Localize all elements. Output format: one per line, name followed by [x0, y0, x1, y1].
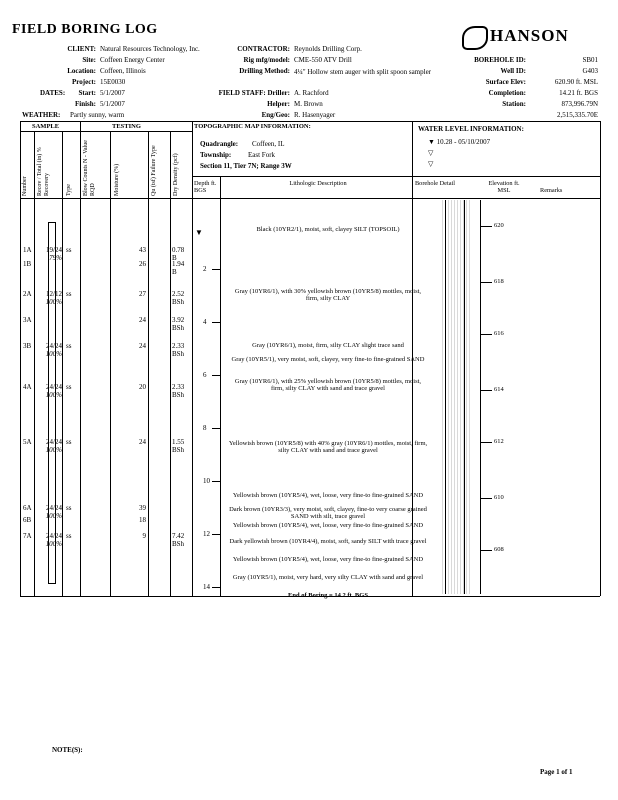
sample-percent: 100%: [45, 350, 62, 358]
depth-tick-mark: [212, 534, 220, 535]
lithology-description: Black (10YR2/1), moist, soft, clayey SILT (TOPSOIL): [256, 226, 400, 233]
qu-column-header: Qu (tsf) Failure Type: [151, 145, 157, 196]
location-label: Location:: [67, 67, 96, 75]
sample-failure-type: BSh: [172, 324, 185, 332]
rig-value: CME-550 ATV Drill: [294, 56, 352, 64]
hanson-logo-icon: [462, 26, 488, 50]
lithology-description: Yellowish brown (10YR5/4), wet, loose, very fine-to fine-grained SAND: [232, 522, 424, 529]
depth-tick-mark: [212, 375, 220, 376]
weather-value: Partly sunny, warm: [70, 111, 125, 119]
water-level-icon: ▼: [195, 228, 203, 237]
col-sep: [80, 121, 81, 596]
elevation-tick-mark: [480, 334, 492, 335]
quad-value: Coffeen, IL: [252, 140, 285, 148]
sample-number: 1B: [23, 260, 32, 268]
blows-column-header: Blow Counts N - Value RQD: [83, 140, 96, 196]
field-staff-label: FIELD STAFF: Driller:: [218, 89, 290, 97]
sample-blows: 27: [139, 290, 146, 298]
sample-percent: 100%: [45, 298, 62, 306]
elevation-tick-mark: [480, 282, 492, 283]
sample-failure-type: BSh: [172, 391, 185, 399]
elevation-tick-label: 616: [494, 330, 504, 337]
sample-percent: 100%: [45, 446, 62, 454]
sample-blows: 39: [139, 504, 146, 512]
lithology-description: Dark brown (10YR3/3), very moist, soft, clayey, fine-to very coarse grained SAND with silt, trace gravel: [229, 506, 427, 520]
topo-title: TOPOGRAPHIC MAP INFORMATION:: [194, 123, 311, 130]
sample-number: 7A: [23, 532, 32, 540]
completion-label: Completion:: [488, 89, 526, 97]
density-column-header: Dry Density (pcf): [173, 153, 179, 196]
start-value: 5/1/2007: [100, 89, 125, 97]
depth-tick-mark: [212, 322, 220, 323]
sample-failure-type: BSh: [172, 446, 185, 454]
sample-recovery: 19/24: [46, 246, 62, 254]
group-header-border: [20, 131, 192, 132]
table-left-border: [20, 121, 21, 596]
sample-blows: 20: [139, 383, 146, 391]
remarks-column-header: Remarks: [540, 187, 563, 194]
sample-percent: 79%: [49, 254, 62, 262]
depth-tick-label: 8: [203, 424, 207, 432]
depth-tick-label: 12: [203, 530, 210, 538]
station-value-2: 2,515,335.70E: [556, 111, 598, 119]
sample-type: ss: [66, 383, 72, 391]
lithology-description: Yellowish brown (10YR5/8) with 40% gray (10YR6/1) mottles, moist, firm, silty CLAY with sand and trace gravel: [228, 440, 428, 454]
elevation-tick-label: 618: [494, 278, 504, 285]
depth-tick-label: 14: [203, 583, 210, 591]
drilling-value: 4¼" Hollow stem auger with split spoon sampler: [294, 68, 432, 76]
well-label: Well ID:: [500, 67, 526, 75]
sample-type: ss: [66, 246, 72, 254]
station-value: 873,996.79N: [561, 100, 598, 108]
table-right-border: [600, 121, 601, 596]
end-of-boring: End of Boring = 14.2 ft. BGS: [288, 592, 368, 599]
sample-blows: 43: [139, 246, 146, 254]
site-label: Site:: [82, 56, 96, 64]
sample-failure-type: BSh: [172, 350, 185, 358]
sample-number: 3B: [23, 342, 32, 350]
water-line-1: ▼ 10.28 - 05/10/2007: [428, 138, 491, 146]
client-value: Natural Resources Technology, Inc.: [100, 45, 200, 53]
depth-tick-label: 10: [203, 477, 210, 485]
helper-label: Helper:: [267, 100, 290, 108]
elevation-tick-mark: [480, 498, 492, 499]
lithology-description: Gray (10YR5/1), moist, very hard, very silty CLAY with sand and gravel: [232, 574, 424, 581]
elevation-column-header: Elevation ft. MSL: [488, 180, 520, 194]
water-title: WATER LEVEL INFORMATION:: [418, 125, 524, 133]
elevation-tick-mark: [480, 550, 492, 551]
sample-qu: 2.33: [172, 342, 185, 350]
sample-number: 5A: [23, 438, 32, 446]
elevation-tick-mark: [480, 226, 492, 227]
sample-type: ss: [66, 504, 72, 512]
sample-type: ss: [66, 290, 72, 298]
project-value: 15E0030: [100, 78, 126, 86]
sample-number: 6A: [23, 504, 32, 512]
sample-blows: 24: [139, 342, 146, 350]
finish-label: Finish:: [74, 100, 96, 108]
drilling-label: Drilling Method:: [239, 67, 290, 75]
elevation-tick-mark: [480, 442, 492, 443]
col-sep: [148, 131, 149, 596]
litho-column-header: Lithologic Description: [289, 180, 347, 187]
lithology-description: Yellowish brown (10YR5/4), wet, loose, very fine-to fine-grained SAND: [232, 492, 424, 499]
testing-group-header: TESTING: [112, 123, 141, 130]
driller-value: A. Rachford: [294, 89, 329, 97]
col-sep: [192, 121, 193, 596]
weather-label: WEATHER:: [22, 111, 61, 119]
info-band-border: [192, 176, 600, 177]
col-sep: [62, 131, 63, 596]
table-header-border: [20, 198, 600, 199]
sample-percent: 100%: [45, 391, 62, 399]
township-value: East Fork: [248, 151, 276, 159]
sample-qu: 1.94: [172, 260, 185, 268]
well-value: G403: [582, 67, 598, 75]
sample-qu: 3.92: [172, 316, 185, 324]
surface-label: Surface Elev:: [485, 78, 526, 86]
number-column-header: Number: [22, 176, 28, 196]
elevation-axis: [480, 200, 481, 594]
start-label: Start:: [78, 89, 96, 97]
section-value: Section 11, Tier 7N; Range 3W: [200, 162, 292, 170]
lithology-description: Gray (10YR6/1), with 30% yellowish brown (10YR5/8) mottles, moist, firm, silty CLAY: [234, 288, 422, 302]
finish-value: 5/1/2007: [100, 100, 125, 108]
depth-tick-label: 2: [203, 265, 207, 273]
sample-group-header: SAMPLE: [32, 123, 60, 130]
borehole-detail-header: Borehole Detail: [414, 180, 456, 187]
elevation-tick-label: 620: [494, 222, 504, 229]
sample-recovery: 24/24: [46, 504, 62, 512]
recovery-column-header: Recov / Total (in) % Recovery: [37, 147, 50, 196]
location-value: Coffeen, Illinois: [100, 67, 146, 75]
quad-label: Quadrangle:: [200, 140, 239, 148]
sample-qu: 2.33: [172, 383, 185, 391]
col-sep: [170, 131, 171, 596]
moisture-column-header: Moisture (%): [114, 163, 120, 196]
helper-value: M. Brown: [294, 100, 323, 108]
elevation-tick-label: 612: [494, 438, 504, 445]
rig-label: Rig mfg/model:: [243, 56, 290, 64]
sample-type: ss: [66, 532, 72, 540]
sample-interval-bar: [48, 222, 56, 584]
elevation-tick-label: 610: [494, 494, 504, 501]
elevation-tick-label: 614: [494, 386, 504, 393]
col-sep: [34, 131, 35, 596]
sample-failure-type: B: [172, 254, 177, 262]
sample-recovery: 24/24: [46, 383, 62, 391]
page-title: FIELD BORING LOG: [12, 22, 158, 37]
contractor-label: CONTRACTOR:: [237, 45, 290, 53]
sample-percent: 100%: [45, 540, 62, 548]
sample-qu: 7.42: [172, 532, 185, 540]
sample-number: 2A: [23, 290, 32, 298]
well-casing-line: [445, 200, 446, 594]
depth-tick-mark: [212, 587, 220, 588]
sample-qu: 0.78: [172, 246, 185, 254]
sample-blows: 18: [139, 516, 146, 524]
lithology-description: Gray (10YR6/1), moist, firm, silty CLAY slight trace sand: [252, 342, 404, 349]
sample-failure-type: B: [172, 268, 177, 276]
depth-tick-label: 6: [203, 371, 207, 379]
borehole-value: SB01: [582, 56, 598, 64]
site-value: Coffeen Energy Center: [100, 56, 165, 64]
water-line-3: ▽: [428, 160, 434, 168]
page-number: Page 1 of 1: [540, 768, 573, 776]
eng-value: R. Hasenyager: [294, 111, 336, 119]
elevation-tick-label: 608: [494, 546, 504, 553]
well-casing-line: [464, 200, 465, 594]
surface-value: 620.90 ft. MSL: [554, 78, 598, 86]
depth-column-header: Depth ft. BGS: [194, 180, 217, 194]
depth-tick-mark: [212, 481, 220, 482]
sample-number: 1A: [23, 246, 32, 254]
completion-value: 14.21 ft. BGS: [559, 89, 598, 97]
lithology-description: Yellowish brown (10YR5/4), wet, loose, very fine-to fine-grained SAND: [232, 556, 424, 563]
sample-type: ss: [66, 438, 72, 446]
sample-number: 6B: [23, 516, 32, 524]
client-label: CLIENT:: [67, 45, 96, 53]
sample-failure-type: BSh: [172, 540, 185, 548]
sample-percent: 100%: [45, 512, 62, 520]
sample-number: 3A: [23, 316, 32, 324]
township-label: Township:: [200, 151, 232, 159]
sample-blows: 24: [139, 438, 146, 446]
col-sep: [220, 176, 221, 596]
sample-recovery: 24/24: [46, 342, 62, 350]
brand-name: HANSON: [490, 26, 569, 45]
sample-blows: 9: [142, 532, 146, 540]
notes-label: NOTE(S):: [52, 746, 83, 754]
water-line-2: ▽: [428, 149, 434, 157]
station-label: Station:: [502, 100, 526, 108]
sample-blows: 26: [139, 260, 146, 268]
depth-tick-label: 4: [203, 318, 207, 326]
sample-qu: 1.55: [172, 438, 185, 446]
eng-label: Eng/Geo:: [261, 111, 290, 119]
sample-qu: 2.52: [172, 290, 185, 298]
type-column-header: Type: [66, 184, 72, 196]
lithology-description: Dark yellowish brown (10YR4/4), moist, soft, sandy SILT with trace gravel: [229, 538, 427, 545]
depth-tick-mark: [212, 428, 220, 429]
elevation-tick-mark: [480, 390, 492, 391]
sample-blows: 24: [139, 316, 146, 324]
dates-label: DATES:: [40, 89, 66, 97]
sample-recovery: 12/12: [46, 290, 62, 298]
sample-recovery: 24/24: [46, 438, 62, 446]
sample-type: ss: [66, 342, 72, 350]
col-sep: [110, 131, 111, 596]
project-label: Project:: [72, 78, 96, 86]
sample-recovery: 24/24: [46, 532, 62, 540]
depth-tick-mark: [212, 269, 220, 270]
sample-failure-type: BSh: [172, 298, 185, 306]
sample-number: 4A: [23, 383, 32, 391]
contractor-value: Reynolds Drilling Corp.: [294, 45, 362, 53]
borehole-label: BOREHOLE ID:: [474, 56, 526, 64]
table-top-border: [20, 121, 600, 122]
lithology-description: Gray (10YR6/1), with 25% yellowish brown (10YR5/8) mottles, moist, firm, silty CLAY with sand and trace gravel: [234, 378, 422, 392]
lithology-description: Gray (10YR5/1), very moist, soft, clayey, very fine-to fine-grained SAND: [231, 356, 425, 363]
